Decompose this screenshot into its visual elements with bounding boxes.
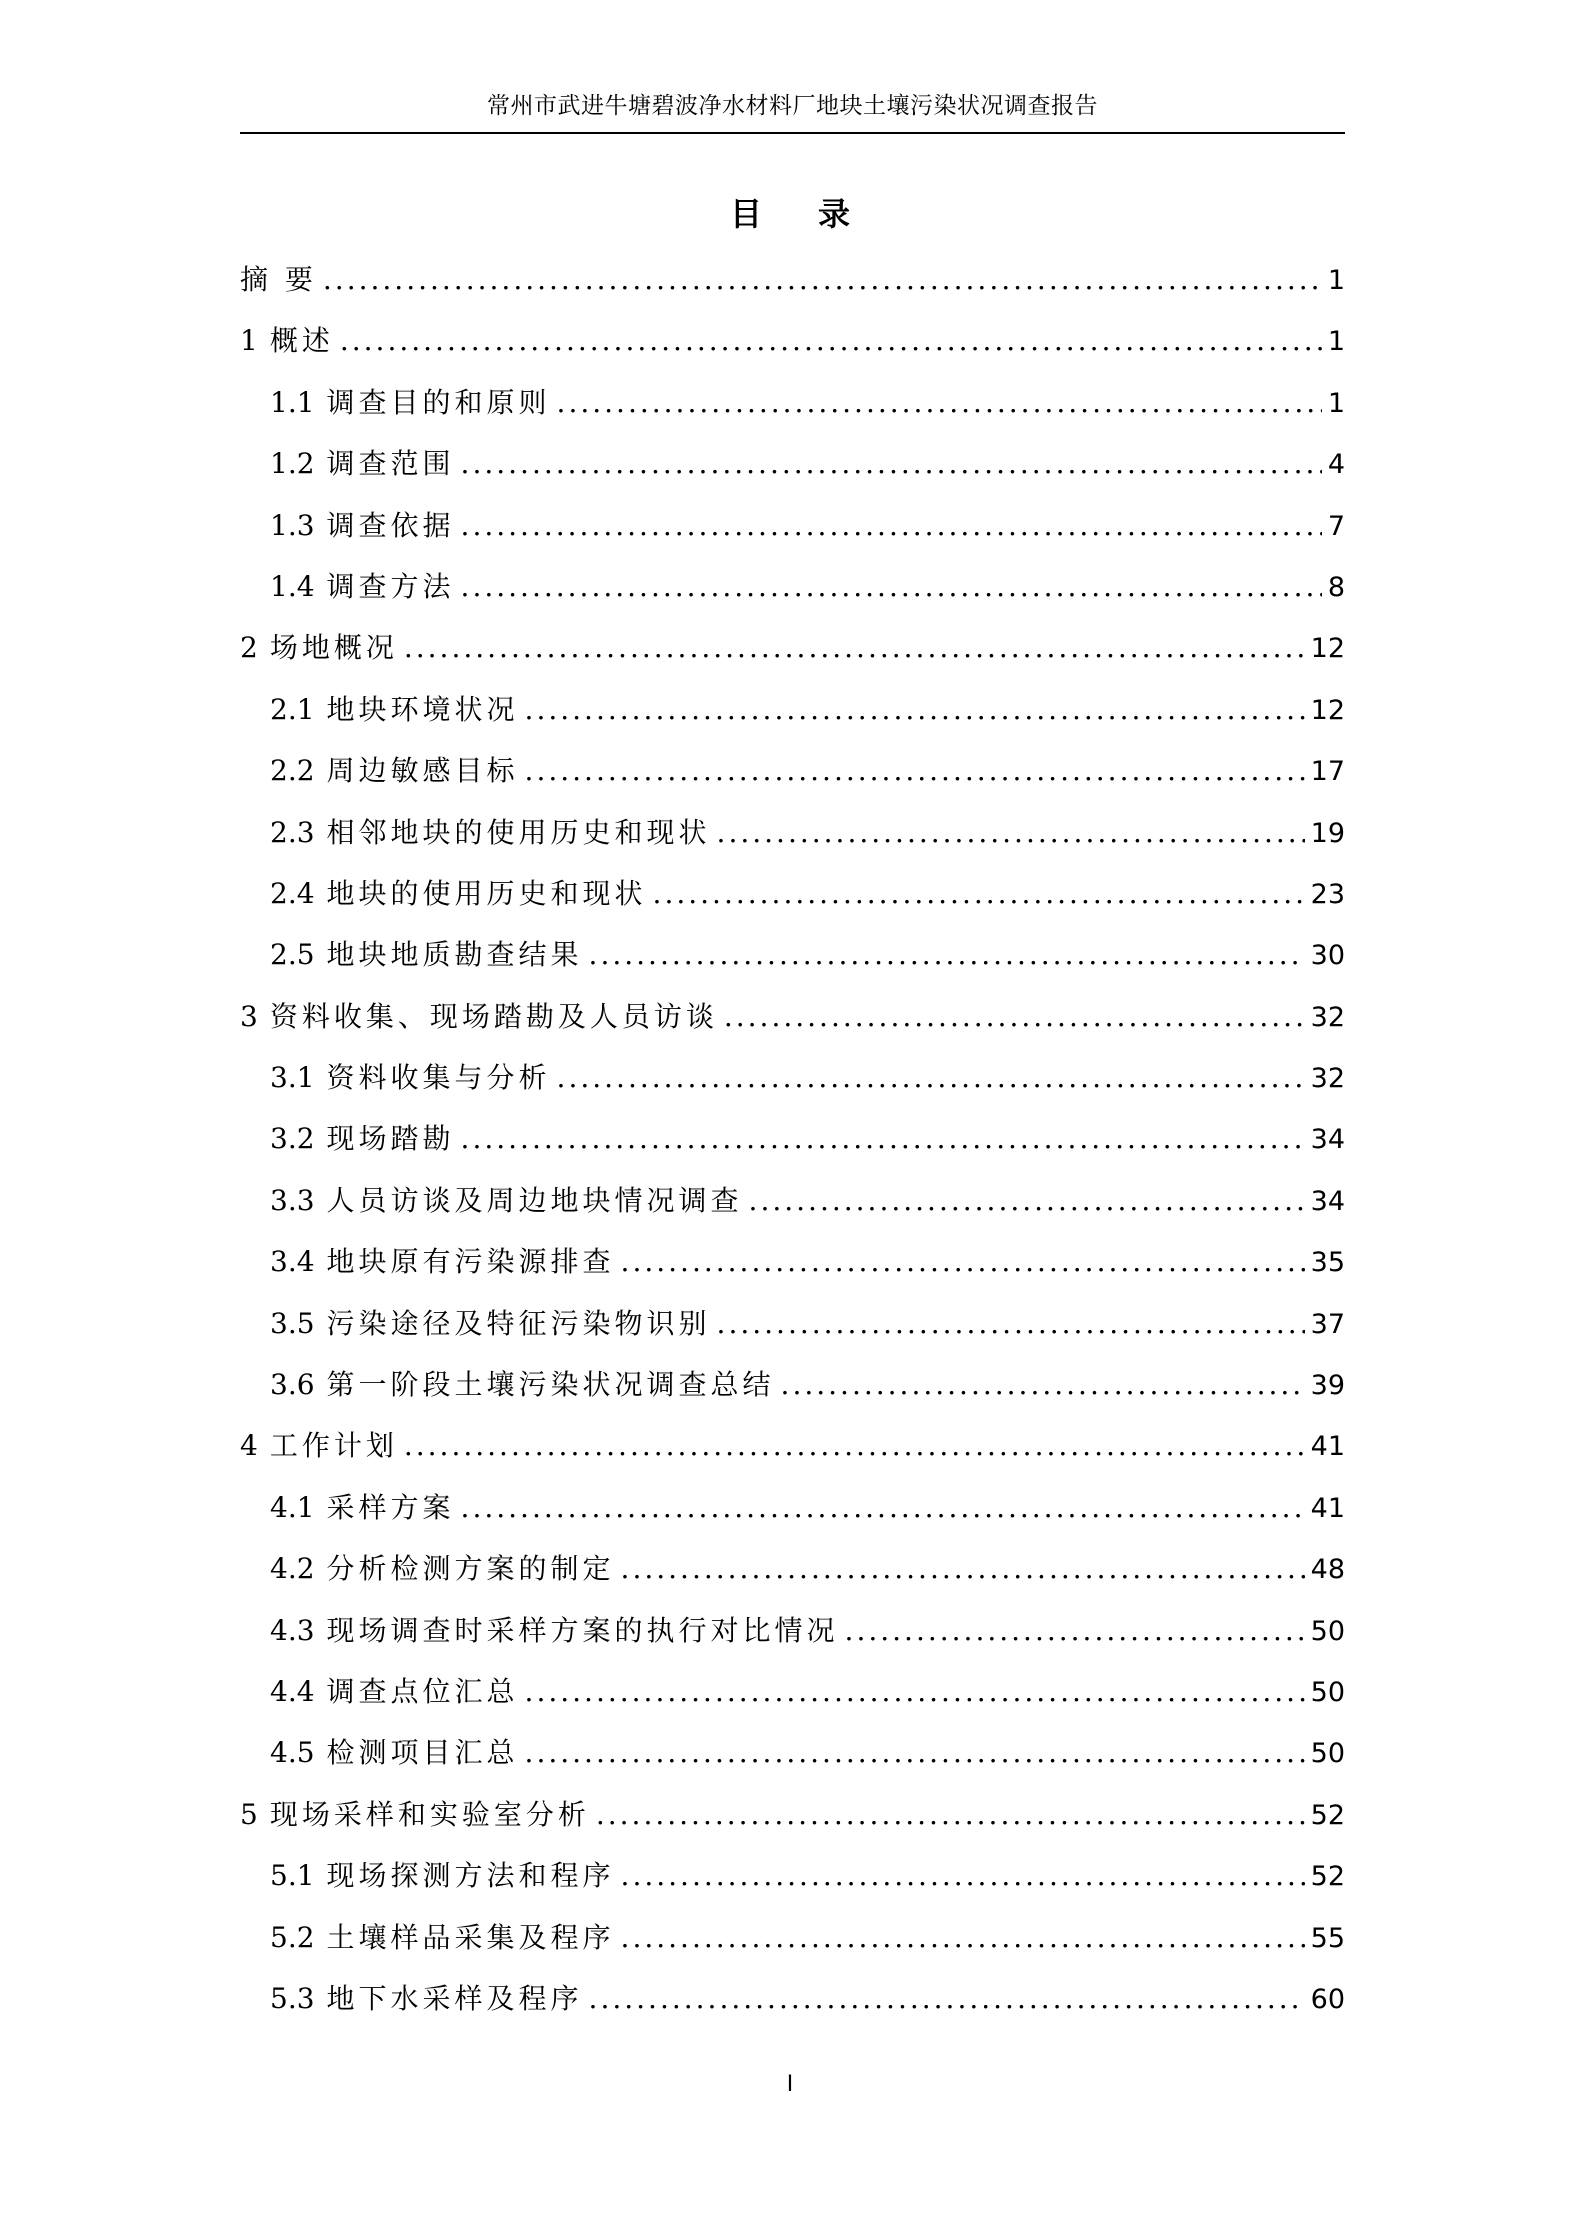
- toc-entry-label: 相邻地块的使用历史和现状: [326, 815, 711, 849]
- toc-entry-label: 人员访谈及周边地块情况调查: [326, 1183, 743, 1217]
- toc-entry-page: 8: [1327, 571, 1345, 603]
- toc-entry[interactable]: [240, 556, 1345, 617]
- toc-entry-number: 1.1: [270, 385, 315, 419]
- toc-entry[interactable]: [240, 1907, 1345, 1968]
- toc-entry-number: 4.4: [270, 1674, 315, 1708]
- toc-title-left: 目: [729, 195, 762, 233]
- toc-leader-dots: [557, 372, 1322, 433]
- toc-entry-label: 地块原有污染源排查: [326, 1245, 615, 1279]
- toc-entry-number: 3.1: [270, 1061, 315, 1095]
- toc-entry-label: 采样方案: [326, 1490, 455, 1524]
- toc-entry-label: 调查目的和原则: [326, 385, 551, 419]
- toc-title: [0, 188, 1580, 240]
- toc-entry-label: 调查方法: [326, 569, 455, 603]
- toc-entry-label: 摘 要: [240, 263, 317, 296]
- toc-entry-page: 1: [1327, 326, 1345, 358]
- toc-entry[interactable]: [240, 1538, 1345, 1599]
- toc-entry[interactable]: [240, 802, 1345, 863]
- toc-entry-label: 周边敏感目标: [326, 754, 519, 788]
- toc-entry[interactable]: [240, 495, 1345, 556]
- toc-entry-number: 5.1: [270, 1859, 315, 1893]
- toc-entry-label: 现场采样和实验室分析: [269, 1797, 590, 1831]
- toc-leader-dots: [557, 1047, 1305, 1108]
- toc-entry[interactable]: [240, 1047, 1345, 1108]
- toc-entry[interactable]: [240, 863, 1345, 924]
- toc-entry-number: 4.1: [270, 1490, 315, 1524]
- toc-leader-dots: [845, 1600, 1305, 1661]
- toc-entry-label: 检测项目汇总: [326, 1736, 519, 1770]
- toc-entry-page: 37: [1310, 1308, 1345, 1340]
- toc-leader-dots: [724, 986, 1305, 1047]
- toc-entry-label: 土壤样品采集及程序: [326, 1920, 615, 1954]
- toc-entry-label: 分析检测方案的制定: [326, 1552, 615, 1586]
- table-of-contents: [240, 249, 1345, 2029]
- toc-entry-page: 32: [1310, 1063, 1345, 1095]
- toc-entry-page: 12: [1310, 694, 1345, 726]
- toc-entry-page: 55: [1310, 1922, 1345, 1954]
- toc-entry-label: 地块地质勘查结果: [326, 938, 583, 972]
- footer-page-number: I: [786, 2072, 794, 2097]
- toc-entry-label: 工作计划: [269, 1429, 398, 1463]
- toc-entry-number: 2.2: [270, 754, 315, 788]
- toc-entry-page: 48: [1310, 1554, 1345, 1586]
- toc-entry[interactable]: [240, 249, 1345, 310]
- toc-leader-dots: [781, 1354, 1305, 1415]
- toc-entry-page: 23: [1310, 878, 1345, 910]
- toc-entry-label: 资料收集与分析: [326, 1061, 551, 1095]
- toc-entry-page: 34: [1310, 1124, 1345, 1156]
- toc-entry[interactable]: [240, 433, 1345, 494]
- toc-entry-page: 50: [1310, 1738, 1345, 1770]
- toc-entry-number: 1.2: [270, 447, 315, 481]
- toc-entry-page: 4: [1327, 449, 1345, 481]
- toc-entry-page: 60: [1310, 1983, 1345, 2015]
- toc-leader-dots: [589, 924, 1305, 985]
- toc-entry-number: 3.3: [270, 1183, 315, 1217]
- toc-entry-number: 3.4: [270, 1245, 315, 1279]
- toc-entry[interactable]: [240, 1293, 1345, 1354]
- toc-entry-number: 2.1: [270, 692, 315, 726]
- toc-entry[interactable]: [240, 1108, 1345, 1169]
- toc-entry-page: 32: [1310, 1001, 1345, 1033]
- toc-entry[interactable]: [240, 1170, 1345, 1231]
- toc-entry[interactable]: [240, 1231, 1345, 1292]
- toc-entry-label: 地块环境状况: [326, 692, 519, 726]
- toc-leader-dots: [621, 1231, 1305, 1292]
- toc-entry-page: 52: [1310, 1861, 1345, 1893]
- toc-entry-page: 35: [1310, 1247, 1345, 1279]
- toc-entry[interactable]: [240, 924, 1345, 985]
- toc-entry-page: 17: [1310, 756, 1345, 788]
- toc-entry-number: 3: [240, 999, 258, 1033]
- toc-entry-page: 7: [1327, 510, 1345, 542]
- toc-leader-dots: [461, 433, 1322, 494]
- toc-entry[interactable]: [240, 986, 1345, 1047]
- toc-leader-dots: [621, 1845, 1305, 1906]
- toc-entry[interactable]: [240, 310, 1345, 371]
- toc-entry-label: 现场踏勘: [326, 1122, 455, 1156]
- toc-entry-label: 调查范围: [326, 447, 455, 481]
- toc-entry[interactable]: [240, 1415, 1345, 1476]
- toc-entry[interactable]: [240, 617, 1345, 678]
- toc-entry-number: 5.2: [270, 1920, 315, 1954]
- toc-entry-page: 52: [1310, 1799, 1345, 1831]
- toc-entry[interactable]: [240, 1968, 1345, 2029]
- toc-leader-dots: [525, 740, 1305, 801]
- toc-entry-number: 1.4: [270, 569, 315, 603]
- toc-entry-number: 4: [240, 1429, 258, 1463]
- toc-entry-number: 4.3: [270, 1613, 315, 1647]
- toc-leader-dots: [404, 1415, 1305, 1476]
- toc-entry-number: 3.6: [270, 1368, 315, 1402]
- toc-leader-dots: [323, 249, 1322, 310]
- toc-leader-dots: [717, 1293, 1305, 1354]
- toc-entry-page: 12: [1310, 633, 1345, 665]
- toc-entry-number: 5: [240, 1797, 258, 1831]
- toc-entry-number: 1.3: [270, 508, 315, 542]
- toc-leader-dots: [621, 1538, 1305, 1599]
- toc-leader-dots: [461, 556, 1322, 617]
- toc-leader-dots: [461, 1108, 1305, 1169]
- page-header: [240, 90, 1345, 134]
- toc-entry-label: 场地概况: [269, 631, 398, 665]
- toc-entry-page: 41: [1310, 1431, 1345, 1463]
- toc-entry-label: 第一阶段土壤污染状况调查总结: [326, 1368, 775, 1402]
- toc-entry-number: 1: [240, 324, 258, 358]
- toc-entry-number: 3.2: [270, 1122, 315, 1156]
- toc-entry[interactable]: [240, 1354, 1345, 1415]
- toc-entry[interactable]: [240, 740, 1345, 801]
- toc-entry[interactable]: [240, 372, 1345, 433]
- toc-entry-label: 污染途径及特征污染物识别: [326, 1306, 711, 1340]
- toc-entry[interactable]: [240, 1477, 1345, 1538]
- toc-entry-number: 2.3: [270, 815, 315, 849]
- toc-leader-dots: [525, 1661, 1305, 1722]
- toc-entry-number: 2: [240, 631, 258, 665]
- toc-entry-number: 2.4: [270, 876, 315, 910]
- toc-leader-dots: [749, 1170, 1305, 1231]
- toc-entry-label: 现场探测方法和程序: [326, 1859, 615, 1893]
- page-footer: [0, 2070, 1580, 2100]
- toc-entry[interactable]: [240, 1661, 1345, 1722]
- toc-leader-dots: [596, 1784, 1305, 1845]
- toc-entry-label: 调查依据: [326, 508, 455, 542]
- toc-entry-label: 概述: [269, 324, 334, 358]
- toc-entry-page: 41: [1310, 1492, 1345, 1524]
- toc-leader-dots: [717, 802, 1305, 863]
- toc-entry-label: 地块的使用历史和现状: [326, 876, 647, 910]
- toc-entry-page: 1: [1327, 387, 1345, 419]
- header-title: 常州市武进牛塘碧波净水材料厂地块土壤污染状况调查报告: [487, 93, 1098, 119]
- toc-leader-dots: [404, 617, 1305, 678]
- toc-entry-page: 50: [1310, 1676, 1345, 1708]
- toc-leader-dots: [340, 310, 1322, 371]
- toc-entry-label: 资料收集、现场踏勘及人员访谈: [269, 999, 718, 1033]
- toc-entry[interactable]: [240, 1600, 1345, 1661]
- toc-entry-page: 34: [1310, 1185, 1345, 1217]
- toc-entry-label: 调查点位汇总: [326, 1674, 519, 1708]
- toc-entry-label: 现场调查时采样方案的执行对比情况: [326, 1613, 839, 1647]
- toc-entry-page: 30: [1310, 940, 1345, 972]
- toc-leader-dots: [525, 679, 1305, 740]
- toc-leader-dots: [589, 1968, 1305, 2029]
- toc-entry-number: 3.5: [270, 1306, 315, 1340]
- toc-entry-page: 19: [1310, 817, 1345, 849]
- toc-title-right: 录: [818, 195, 851, 233]
- toc-entry[interactable]: [240, 1845, 1345, 1906]
- toc-entry-number: 4.5: [270, 1736, 315, 1770]
- toc-leader-dots: [461, 495, 1322, 556]
- toc-entry[interactable]: [240, 1784, 1345, 1845]
- toc-leader-dots: [461, 1477, 1305, 1538]
- toc-leader-dots: [525, 1722, 1305, 1783]
- toc-entry-number: 4.2: [270, 1552, 315, 1586]
- toc-entry-label: 地下水采样及程序: [326, 1981, 583, 2015]
- toc-leader-dots: [621, 1907, 1305, 1968]
- toc-entry-page: 39: [1310, 1370, 1345, 1402]
- toc-entry[interactable]: [240, 1722, 1345, 1783]
- toc-entry-page: 50: [1310, 1615, 1345, 1647]
- toc-entry-number: 5.3: [270, 1981, 315, 2015]
- toc-entry-number: 2.5: [270, 938, 315, 972]
- toc-entry-page: 1: [1327, 265, 1345, 296]
- toc-leader-dots: [653, 863, 1305, 924]
- toc-entry[interactable]: [240, 679, 1345, 740]
